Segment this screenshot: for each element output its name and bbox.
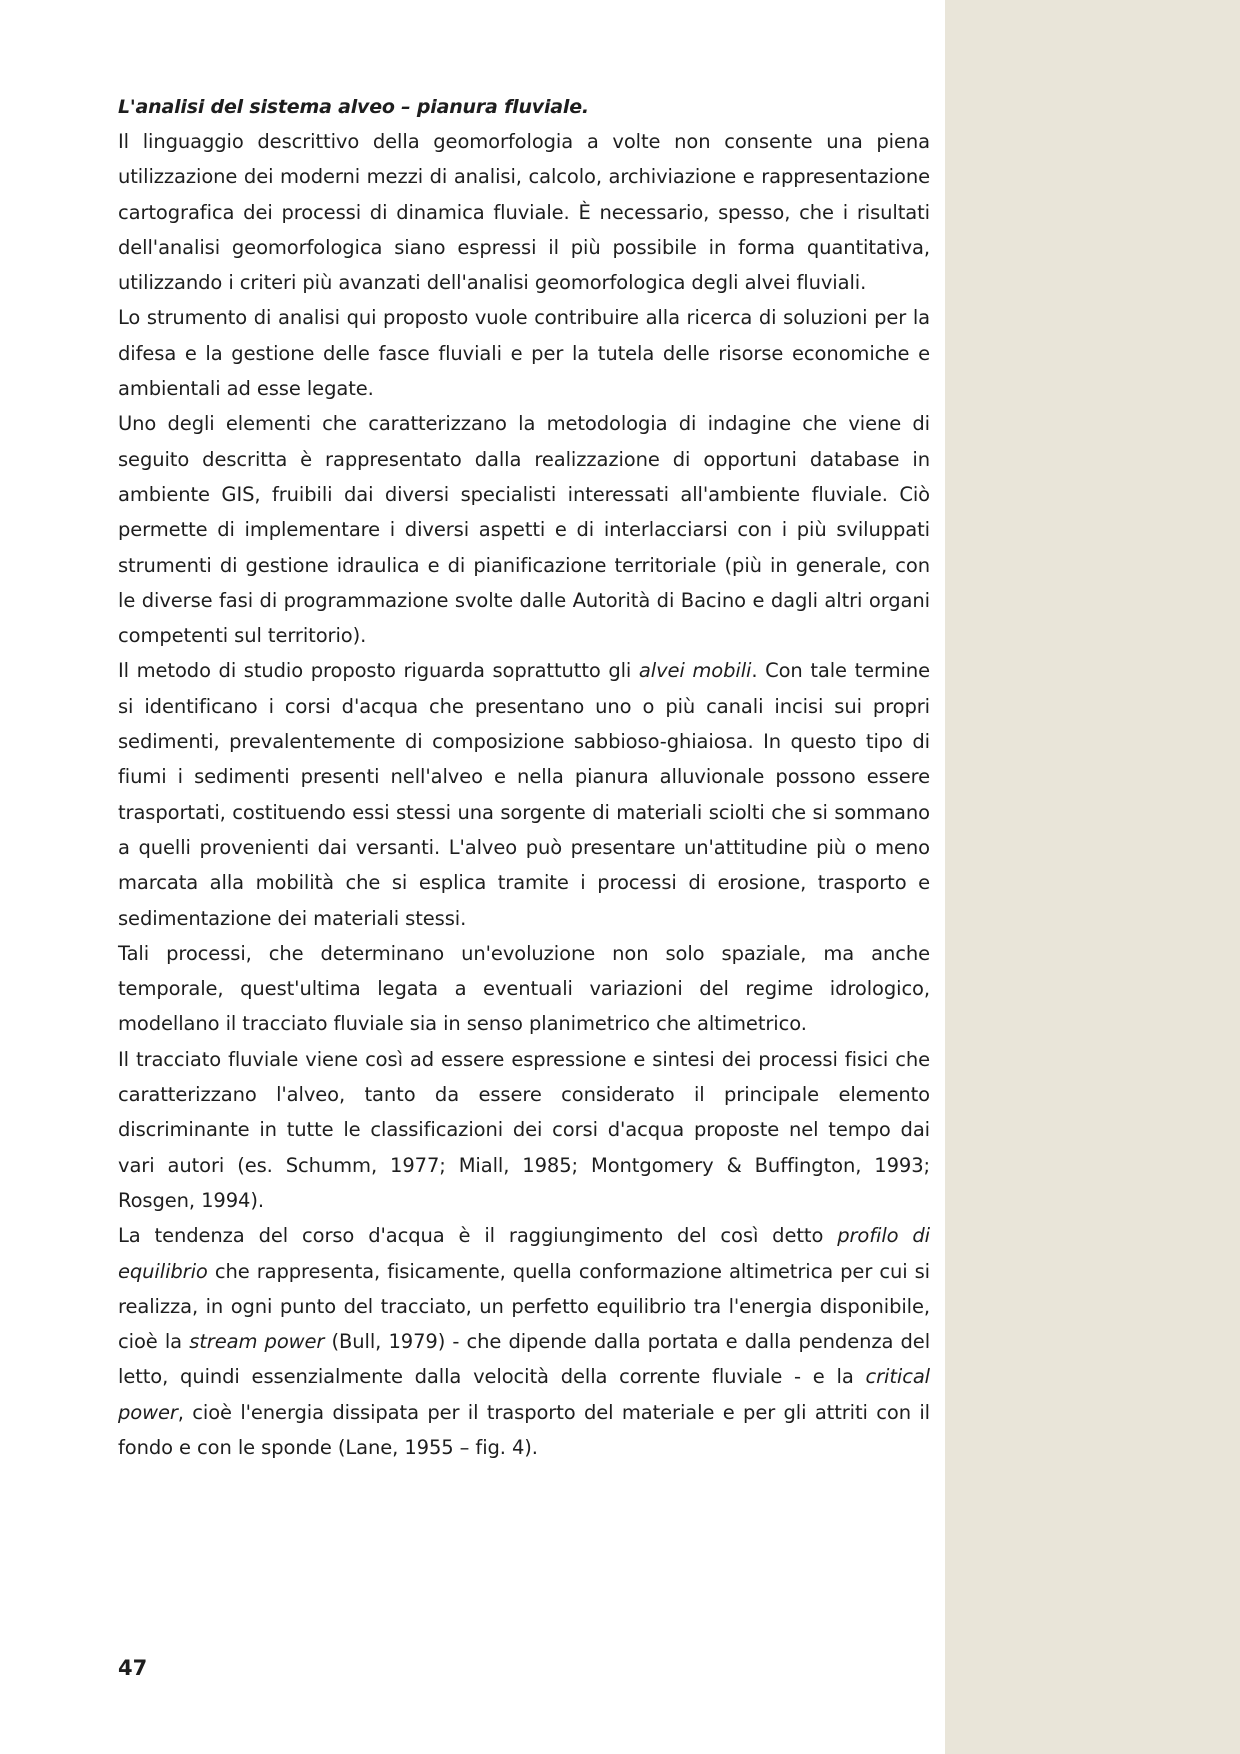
italic-term: alvei mobili: [638, 659, 752, 683]
main-text-column: [118, 90, 930, 1465]
paragraphs-container: [118, 124, 930, 1465]
text-run: che rappresenta, fisicamente, quella conformazione altimetrica per cui si realizza, in ogni punto del tracciato, un perfetto equilibrio tra l'energia disponibile, cioè la: [118, 1259, 930, 1354]
body-paragraph: [118, 653, 930, 935]
text-run: Il linguaggio descrittivo della geomorfologia a volte non consente una piena utilizzazione dei moderni mezzi di analisi, calcolo, archiviazione e rappresentazione cartografica dei processi di dinamica fluviale. È necessario, spesso, che i risultati dell'analisi geomorfologica siano espressi il più possibile in forma quantitativa, utilizzando i criteri più avanzati dell'analisi geomorfologica degli alvei fluviali.: [118, 130, 930, 295]
italic-term: profilo di equilibrio: [118, 1224, 930, 1283]
page-side-band: [945, 0, 1240, 1754]
text-run: La tendenza del corso d'acqua è il raggiungimento del così detto: [118, 1224, 838, 1248]
body-paragraph: [118, 406, 930, 653]
text-run: (Bull, 1979) - che dipende dalla portata e dalla pendenza del letto, quindi essenzialmente dalla velocità della corrente fluviale - e la: [118, 1330, 931, 1389]
text-run: . Con tale termine si identificano i corsi d'acqua che presentano uno o più canali incisi sui propri sedimenti, prevalentemente di composizione sabbioso-ghiaiosa. In questo tipo di fiumi i sedimenti presenti nell'alveo e nella pianura alluvionale possono essere trasportati, costituendo essi stessi una sorgente di materiali sciolti che si sommano a quelli provenienti dai versanti. L'alveo può presentare un'attitudine più o meno marcata alla mobilità che si esplica tramite i processi di erosione, trasporto e sedimentazione dei materiali stessi.: [118, 659, 930, 930]
text-run: Il metodo di studio proposto riguarda soprattutto gli: [118, 659, 639, 683]
text-run: Lo strumento di analisi qui proposto vuole contribuire alla ricerca di soluzioni per la difesa e la gestione delle fasce fluviali e per la tutela delle risorse economiche e ambientali ad esse legate.: [118, 306, 930, 401]
text-run: , cioè l'energia dissipata per il trasporto del materiale e per gli attriti con il fondo e con le sponde (Lane, 1955 – fig. 4).: [118, 1400, 930, 1459]
body-paragraph: [118, 1042, 930, 1218]
body-paragraph: [118, 124, 930, 300]
body-paragraph: [118, 300, 930, 406]
body-paragraph: [118, 936, 930, 1042]
italic-term: critical power: [118, 1365, 930, 1424]
section-title: L'analisi del sistema alveo – pianura fluviale.: [118, 96, 589, 118]
text-run: Tali processi, che determinano un'evoluzione non solo spaziale, ma anche temporale, quest'ultima legata a eventuali variazioni del regime idrologico, modellano il tracciato fluviale sia in senso planimetrico che altimetrico.: [118, 941, 930, 1036]
text-run: Uno degli elementi che caratterizzano la metodologia di indagine che viene di seguito descritta è rappresentato dalla realizzazione di opportuni database in ambiente GIS, fruibili dai diversi specialisti interessati all'ambiente fluviale. Ciò permette di implementare i diversi aspetti e di interlacciarsi con i più sviluppati strumenti di gestione idraulica e di pianificazione territoriale (più in generale, con le diverse fasi di programmazione svolte dalle Autorità di Bacino e dagli altri organi competenti sul territorio).: [118, 412, 930, 648]
page-number: 47: [118, 1656, 148, 1680]
body-paragraph: [118, 1218, 930, 1465]
italic-term: stream power: [189, 1330, 325, 1354]
text-run: Il tracciato fluviale viene così ad essere espressione e sintesi dei processi fisici che caratterizzano l'alveo, tanto da essere considerato il principale elemento discriminante in tutte le classificazioni dei corsi d'acqua proposte nel tempo dai vari autori (es. Schumm, 1977; Miall, 1985; Montgomery & Buffington, 1993; Rosgen, 1994).: [118, 1047, 930, 1212]
